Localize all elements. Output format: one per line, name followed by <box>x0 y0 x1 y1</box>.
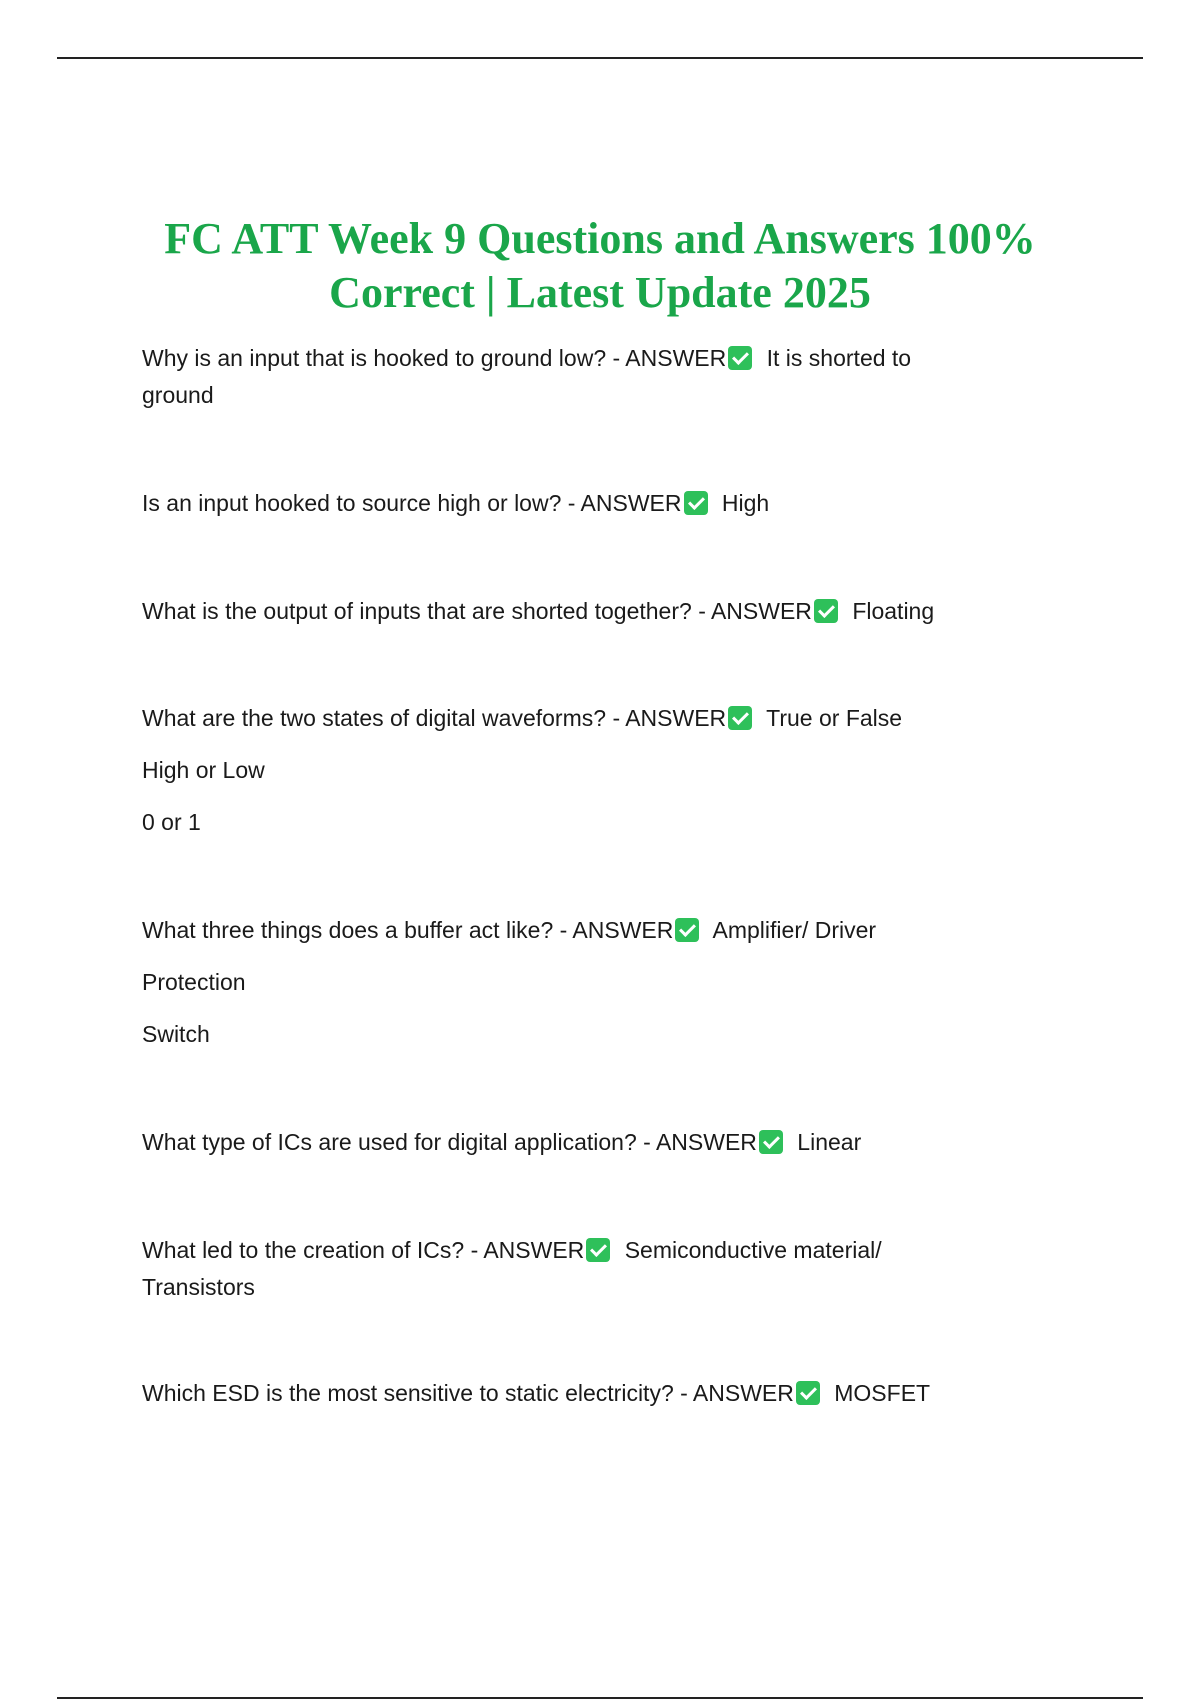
check-box-icon <box>728 706 752 730</box>
check-box-icon <box>814 599 838 623</box>
check-box-icon <box>586 1238 610 1262</box>
question-text: What is the output of inputs that are shorted together? <box>142 598 692 624</box>
qa-line <box>142 700 1042 737</box>
answer-extra-line: 0 or 1 <box>142 809 201 835</box>
check-box-icon <box>684 491 708 515</box>
title-line-2: Correct | Latest Update 2025 <box>329 268 871 317</box>
answer-text: Floating <box>852 598 935 624</box>
question-text: What are the two states of digital waveforms? <box>142 705 607 731</box>
qa-item <box>142 700 1042 841</box>
question-text: Is an input hooked to source high or low? <box>142 490 562 516</box>
answer-text: True or False <box>766 705 903 731</box>
qa-line <box>142 1124 1042 1161</box>
check-box-icon <box>759 1130 783 1154</box>
bottom-rule <box>57 1697 1143 1699</box>
answer-text: It is shorted to <box>766 345 912 371</box>
qa-line <box>142 340 1042 377</box>
answer-marker: - ANSWER <box>559 917 674 943</box>
answer-text: MOSFET <box>834 1380 931 1406</box>
answer-marker: - ANSWER <box>470 1237 585 1263</box>
answer-text: Linear <box>797 1129 862 1155</box>
qa-line <box>142 593 1042 630</box>
answer-extra-line: Switch <box>142 1021 210 1047</box>
check-box-icon <box>796 1381 820 1405</box>
question-text: What led to the creation of ICs? <box>142 1237 465 1263</box>
answer-marker: - ANSWER <box>612 345 727 371</box>
qa-item <box>142 593 1042 630</box>
qa-line <box>142 1375 1042 1412</box>
document-title <box>100 212 1100 320</box>
qa-item <box>142 1124 1042 1161</box>
question-text: Which ESD is the most sensitive to static electricity? <box>142 1380 674 1406</box>
qa-item <box>142 1375 1042 1412</box>
qa-item <box>142 340 1042 414</box>
qa-item <box>142 1232 1042 1306</box>
question-text: Why is an input that is hooked to ground low? <box>142 345 607 371</box>
qa-line <box>142 1232 1042 1269</box>
question-text: What type of ICs are used for digital application? <box>142 1129 637 1155</box>
answer-marker: - ANSWER <box>612 705 727 731</box>
qa-line <box>142 912 1042 949</box>
question-text: What three things does a buffer act like? <box>142 917 554 943</box>
answer-marker: - ANSWER <box>643 1129 757 1155</box>
qa-line <box>142 485 1042 522</box>
check-box-icon <box>728 346 752 370</box>
qa-item <box>142 912 1042 1053</box>
answer-text: High <box>721 490 770 516</box>
answer-marker: - ANSWER <box>698 598 812 624</box>
answer-text: Amplifier/ Driver <box>712 917 877 943</box>
check-box-icon <box>675 918 699 942</box>
qa-item <box>142 485 1042 522</box>
answer-text: Semiconductive material/ <box>624 1237 882 1263</box>
title-line-1: FC ATT Week 9 Questions and Answers 100% <box>164 214 1036 263</box>
answer-wrap-text: ground <box>142 382 214 408</box>
answer-extra-line: Protection <box>142 969 246 995</box>
answer-marker: - ANSWER <box>567 490 682 516</box>
answer-extra-line: High or Low <box>142 757 265 783</box>
answer-marker: - ANSWER <box>680 1380 794 1406</box>
top-rule <box>57 57 1143 59</box>
answer-wrap-text: Transistors <box>142 1274 255 1300</box>
